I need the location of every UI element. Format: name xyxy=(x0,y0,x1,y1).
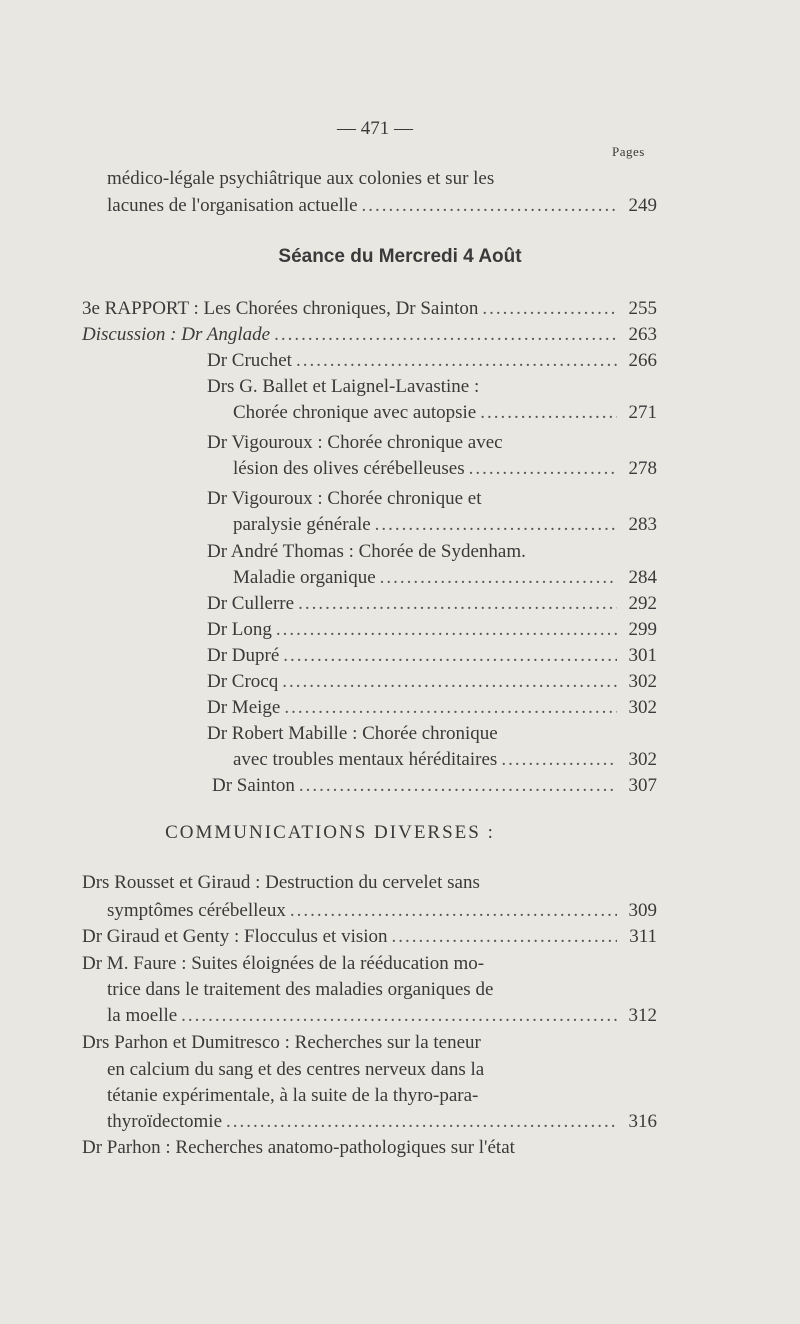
toc-text: Chorée chronique avec autopsie xyxy=(233,402,477,423)
toc-line xyxy=(207,669,657,695)
leader-dots xyxy=(497,747,617,773)
toc-text: Drs Parhon et Dumitresco : Recherches sur la teneur xyxy=(82,1032,481,1053)
toc-line xyxy=(207,348,657,374)
toc-text: Dr Parhon : Recherches anatomo-pathologiques sur l'état xyxy=(82,1137,515,1158)
toc-line xyxy=(82,924,657,950)
toc-text: trice dans le traitement des maladies organiques de xyxy=(107,979,494,1000)
toc-text: Drs Rousset et Giraud : Destruction du cervelet sans xyxy=(82,872,480,893)
toc-line xyxy=(207,617,657,643)
toc-line xyxy=(207,539,627,565)
toc-page: 311 xyxy=(629,926,657,947)
toc-text: médico-légale psychiâtrique aux colonies et sur les xyxy=(107,168,495,189)
toc-line xyxy=(107,1003,657,1029)
session-heading: Séance du Mercredi 4 Août xyxy=(278,246,522,267)
toc-page: 283 xyxy=(628,514,657,535)
leader-dots xyxy=(272,617,617,643)
toc-page: 307 xyxy=(628,775,657,796)
toc-line xyxy=(212,773,657,799)
leader-dots xyxy=(222,1109,617,1135)
toc-text: paralysie générale xyxy=(233,514,371,535)
section-heading: COMMUNICATIONS DIVERSES : xyxy=(165,822,495,843)
toc-line xyxy=(82,322,657,348)
toc-line xyxy=(82,296,657,322)
toc-line xyxy=(107,1057,627,1083)
toc-line xyxy=(82,870,627,896)
leader-dots xyxy=(294,591,617,617)
leader-dots xyxy=(388,924,617,950)
leader-dots xyxy=(358,193,617,219)
toc-text: la moelle xyxy=(107,1005,178,1026)
leader-dots xyxy=(292,348,617,374)
toc-line xyxy=(233,512,657,538)
toc-text: lacunes de l'organisation actuelle xyxy=(107,195,358,216)
toc-page: 266 xyxy=(628,350,657,371)
leader-dots xyxy=(465,456,617,482)
toc-page: 278 xyxy=(628,458,657,479)
toc-line xyxy=(233,400,657,426)
toc-line xyxy=(107,1109,657,1135)
toc-text: avec troubles mentaux héréditaires xyxy=(233,749,498,770)
toc-page: 316 xyxy=(628,1111,657,1132)
toc-page: 284 xyxy=(628,567,657,588)
leader-dots xyxy=(280,695,617,721)
toc-page: 302 xyxy=(628,697,657,718)
toc-text: Maladie organique xyxy=(233,567,376,588)
toc-text: Dr Cruchet xyxy=(207,350,292,371)
toc-page: 312 xyxy=(628,1005,657,1026)
toc-text: Dr Crocq xyxy=(207,671,279,692)
pages-column-label: Pages xyxy=(612,144,645,159)
toc-page: 255 xyxy=(628,298,657,319)
toc-text: en calcium du sang et des centres nerveux dans la xyxy=(107,1059,485,1080)
leader-dots xyxy=(278,669,617,695)
leader-dots xyxy=(295,773,617,799)
toc-line xyxy=(207,374,627,400)
toc-text: tétanie expérimentale, à la suite de la thyro-para- xyxy=(107,1085,479,1106)
toc-line xyxy=(233,565,657,591)
page-number: — 471 — xyxy=(337,118,413,139)
toc-page: 271 xyxy=(628,402,657,423)
toc-line xyxy=(207,643,657,669)
toc-text: 3e RAPPORT : Les Chorées chroniques, Dr Sainton xyxy=(82,298,479,319)
leader-dots xyxy=(371,512,617,538)
toc-page: 292 xyxy=(628,593,657,614)
toc-text: Dr Sainton xyxy=(212,775,295,796)
toc-text: Dr Vigouroux : Chorée chronique et xyxy=(207,488,482,509)
toc-text: Dr André Thomas : Chorée de Sydenham. xyxy=(207,541,526,562)
toc-text: thyroïdectomie xyxy=(107,1111,223,1132)
toc-text: symptômes cérébelleux xyxy=(107,900,286,921)
toc-page: 302 xyxy=(628,671,657,692)
toc-line xyxy=(107,1083,627,1109)
toc-page: 309 xyxy=(628,900,657,921)
toc-text: Dr Vigouroux : Chorée chronique avec xyxy=(207,432,503,453)
toc-line xyxy=(207,695,657,721)
toc-line xyxy=(107,166,612,192)
toc-page: 302 xyxy=(628,749,657,770)
toc-line xyxy=(207,591,657,617)
leader-dots xyxy=(478,296,617,322)
toc-text: Dr Cullerre xyxy=(207,593,295,614)
toc-line xyxy=(82,1030,627,1056)
leader-dots xyxy=(270,322,617,348)
leader-dots xyxy=(476,400,617,426)
leader-dots xyxy=(177,1003,617,1029)
leader-dots xyxy=(286,898,617,924)
leader-dots xyxy=(376,565,617,591)
toc-text: Dr Robert Mabille : Chorée chronique xyxy=(207,723,498,744)
toc-text: Dr M. Faure : Suites éloignées de la rééducation mo- xyxy=(82,953,485,974)
toc-line xyxy=(233,747,657,773)
toc-line xyxy=(207,721,627,747)
toc-text: Dr Meige xyxy=(207,697,281,718)
toc-line xyxy=(82,1135,627,1161)
toc-line xyxy=(207,486,627,512)
toc-line xyxy=(107,193,657,219)
toc-text: Dr Long xyxy=(207,619,272,640)
toc-text: Discussion : Dr Anglade xyxy=(82,324,271,345)
toc-line xyxy=(107,898,657,924)
toc-line xyxy=(207,430,627,456)
toc-text: lésion des olives cérébelleuses xyxy=(233,458,465,479)
toc-text: Dr Dupré xyxy=(207,645,280,666)
toc-page: 249 xyxy=(628,195,657,216)
toc-text: Drs G. Ballet et Laignel-Lavastine : xyxy=(207,376,480,397)
toc-page: 299 xyxy=(628,619,657,640)
toc-line xyxy=(107,977,627,1003)
leader-dots xyxy=(279,643,617,669)
toc-page: 263 xyxy=(628,324,657,345)
toc-line xyxy=(82,951,627,977)
toc-text: Dr Giraud et Genty : Flocculus et vision xyxy=(82,926,388,947)
toc-page: 301 xyxy=(628,645,657,666)
toc-line xyxy=(233,456,657,482)
